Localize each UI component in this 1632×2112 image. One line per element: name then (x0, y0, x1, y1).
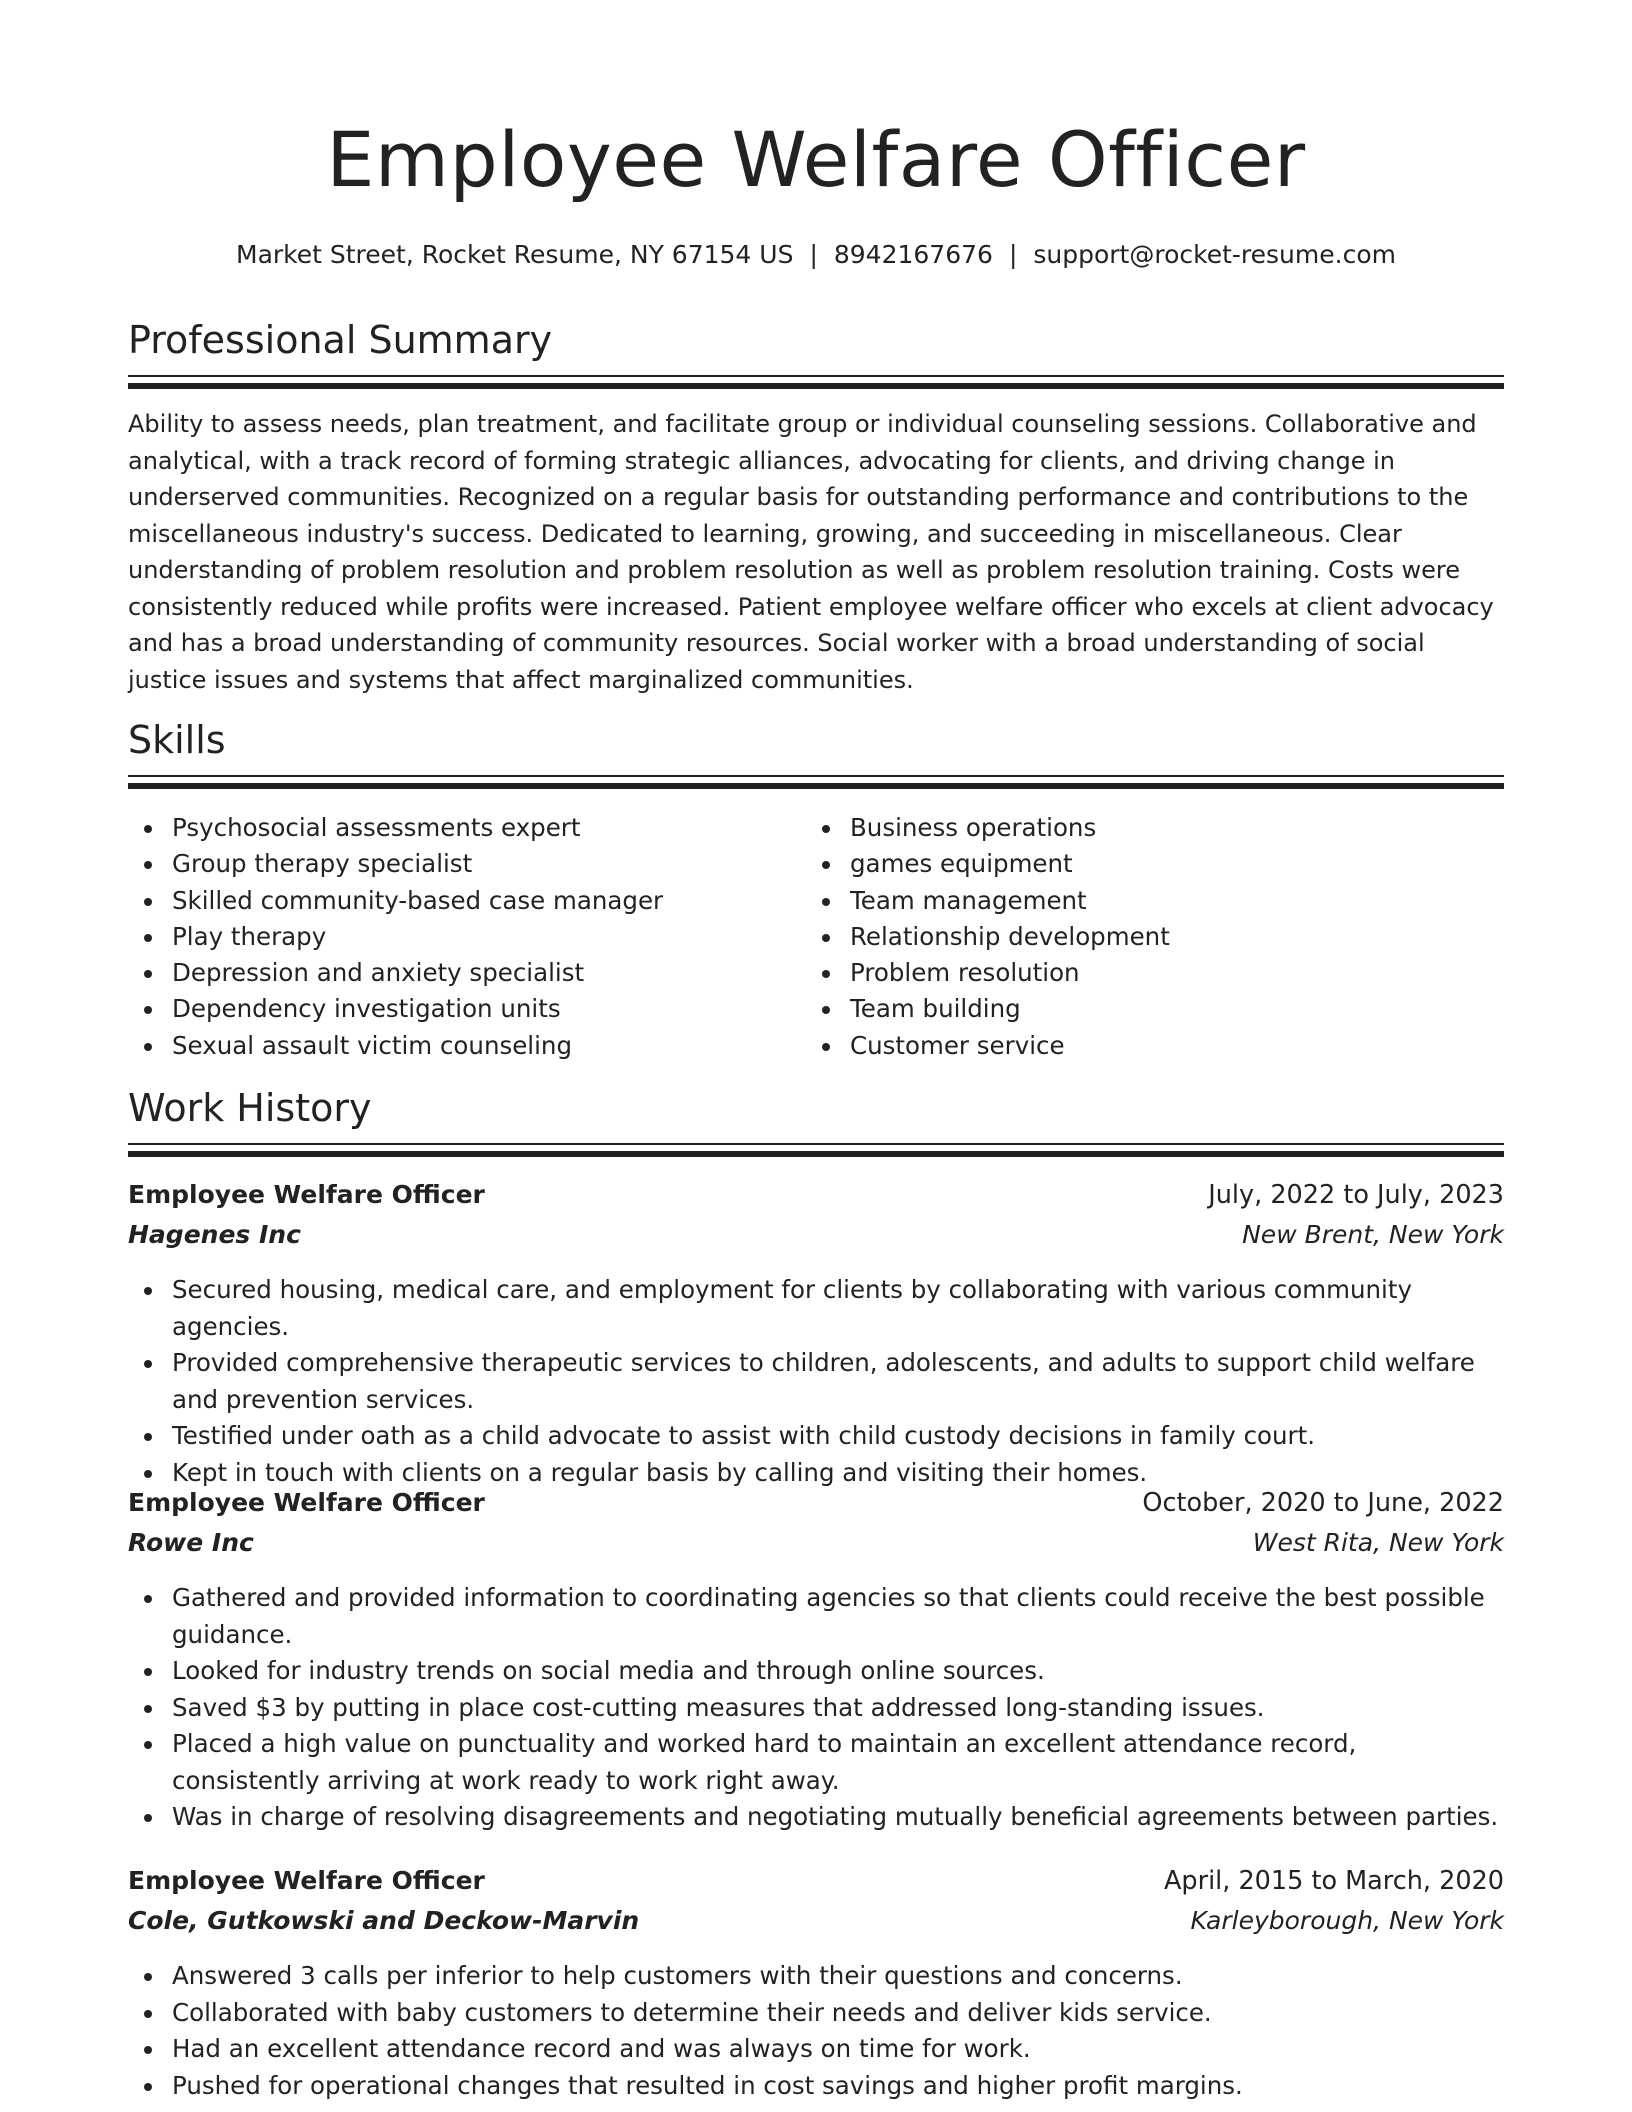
job-bullet: Collaborated with baby customers to determine their needs and deliver kids service. (128, 1995, 1504, 2032)
job-title: Employee Welfare Officer (128, 1488, 485, 1517)
job-bullets (128, 1580, 1504, 1836)
job-bullet: Gathered and provided information to coordinating agencies so that clients could receive the best possible guidance. (128, 1580, 1504, 1653)
skill-item: Customer service (806, 1028, 1466, 1064)
job-header (128, 1488, 1504, 1528)
section-divider (128, 375, 1504, 389)
job-company: Hagenes Inc (128, 1220, 301, 1249)
job-title: Employee Welfare Officer (128, 1866, 485, 1895)
job-bullet: Had an excellent attendance record and was always on time for work. (128, 2031, 1504, 2068)
resume-page (128, 0, 1504, 2112)
skill-item: games equipment (806, 846, 1466, 882)
job-bullet: Answered 3 calls per inferior to help customers with their questions and concerns. (128, 1958, 1504, 1995)
skill-item: Sexual assault victim counseling (128, 1028, 788, 1064)
job-dates: April, 2015 to March, 2020 (1163, 1866, 1504, 1896)
job-bullet: Looked for industry trends on social media and through online sources. (128, 1653, 1504, 1690)
job-bullet: Testified under oath as a child advocate to assist with child custody decisions in family court. (128, 1418, 1504, 1455)
skill-item: Skilled community-based case manager (128, 883, 788, 919)
skill-item: Psychosocial assessments expert (128, 810, 788, 846)
skill-item: Team building (806, 991, 1466, 1027)
job-bullet: Provided comprehensive therapeutic services to children, adolescents, and adults to support child welfare and prevention services. (128, 1345, 1504, 1418)
job-company: Rowe Inc (128, 1528, 254, 1557)
job-title: Employee Welfare Officer (128, 1180, 485, 1209)
contact-phone: 8942167676 (833, 240, 993, 269)
job-location: Karleyborough, New York (1190, 1906, 1504, 1935)
job-entry (128, 1866, 1504, 2104)
skill-item: Problem resolution (806, 955, 1466, 991)
skill-item: Team management (806, 883, 1466, 919)
section-divider (128, 1143, 1504, 1157)
job-bullet: Saved $3 by putting in place cost-cutting measures that addressed long-standing issues. (128, 1690, 1504, 1727)
job-bullet: Was in charge of resolving disagreements and negotiating mutually beneficial agreements between parties. (128, 1799, 1504, 1836)
job-subheader (128, 1906, 1504, 1946)
job-location: New Brent, New York (1242, 1220, 1504, 1249)
job-bullet: Kept in touch with clients on a regular basis by calling and visiting their homes. (128, 1455, 1504, 1492)
skill-item: Business operations (806, 810, 1466, 846)
job-dates: October, 2020 to June, 2022 (1142, 1488, 1504, 1518)
job-dates: July, 2022 to July, 2023 (1208, 1180, 1504, 1210)
job-bullet: Pushed for operational changes that resulted in cost savings and higher profit margins. (128, 2068, 1504, 2105)
job-bullets (128, 1958, 1504, 2104)
job-location: West Rita, New York (1252, 1528, 1504, 1557)
contact-separator: | (809, 240, 818, 269)
job-entry (128, 1180, 1504, 1491)
job-subheader (128, 1528, 1504, 1568)
job-subheader (128, 1220, 1504, 1260)
contact-line (128, 240, 1504, 269)
job-bullet: Placed a high value on punctuality and worked hard to maintain an excellent attendance record, consistently arriving at work ready to work right away. (128, 1726, 1504, 1799)
section-divider (128, 775, 1504, 789)
skill-item: Play therapy (128, 919, 788, 955)
skills-heading: Skills (128, 718, 226, 762)
skill-item: Depression and anxiety specialist (128, 955, 788, 991)
contact-address: Market Street, Rocket Resume, NY 67154 US (236, 240, 794, 269)
summary-heading: Professional Summary (128, 318, 553, 362)
job-header (128, 1180, 1504, 1220)
skill-item: Group therapy specialist (128, 846, 788, 882)
resume-title: Employee Welfare Officer (326, 115, 1306, 204)
skill-item: Relationship development (806, 919, 1466, 955)
job-company: Cole, Gutkowski and Deckow-Marvin (128, 1906, 640, 1935)
work-history-heading: Work History (128, 1086, 372, 1130)
skill-item: Dependency investigation units (128, 991, 788, 1027)
job-bullet: Secured housing, medical care, and employment for clients by collaborating with various community agencies. (128, 1272, 1504, 1345)
contact-email: support@rocket-resume.com (1033, 240, 1396, 269)
job-header (128, 1866, 1504, 1906)
job-bullets (128, 1272, 1504, 1491)
skills-list-left (128, 810, 788, 1064)
summary-text: Ability to assess needs, plan treatment, and facilitate group or individual counseling sessions. Collaborative and analytical, with a track record of forming strategic alliances, advocating for clients, and driving change in underserved communities. Recognized on a regular basis for outstanding performance and contributions to the miscellaneous industry's success. Dedicated to learning, growing, and succeeding in miscellaneous. Clear understanding of problem resolution and problem resolution as well as problem resolution training. Costs were consistently reduced while profits were increased. Patient employee welfare officer who excels at client advocacy and has a broad understanding of community resources. Social worker with a broad understanding of social justice issues and systems that affect marginalized communities. (128, 410, 1494, 694)
job-entry (128, 1488, 1504, 1836)
contact-separator: | (1008, 240, 1018, 269)
skills-list-right (806, 810, 1466, 1064)
